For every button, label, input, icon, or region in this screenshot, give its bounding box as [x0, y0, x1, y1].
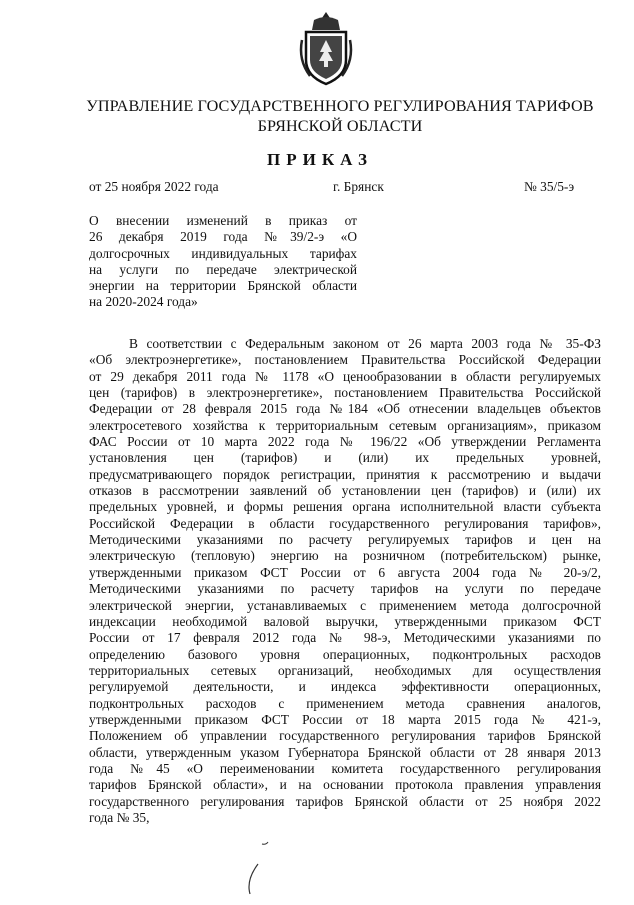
- order-number: № 35/5-э: [524, 179, 575, 194]
- body-line: индексации необходимой валовой выручки, утвержденными приказом ФСТ: [89, 613, 601, 629]
- body-line: Федерации от 28 февраля 2015 года №184 «Об отнесении владельцев объектов: [89, 401, 601, 417]
- body-line: электрической энергии, устанавливаемых с применением метода долгосрочной: [89, 597, 601, 613]
- body-line: электросетевого хозяйства к территориальным сетевым организациям», приказом: [89, 417, 601, 433]
- body-line: Российской Федерации в области государственного регулирования тарифов»,: [89, 515, 601, 531]
- signature-mark: [238, 838, 278, 898]
- subject-line: О внесении изменений в приказ от: [89, 213, 357, 228]
- body-line: Методическими указаниями по расчету регулируемых тарифов и цен на: [89, 532, 601, 548]
- subject-line: 26 декабря 2019 года №39/2-э «О: [89, 229, 357, 245]
- body-line: России от 17 февраля 2012 года № 98-э, Методическими указаниями по: [89, 630, 601, 646]
- body-line: ФАС России от 10 марта 2022 года № 196/22 «Об утверждении Регламента: [89, 434, 601, 450]
- subject-line: долгосрочных индивидуальных тарифах: [89, 245, 357, 261]
- body-line: электрическую (тепловую) энергию на розничном (потребительском) рынке,: [89, 548, 601, 564]
- subject-line: энергии на территории Брянской области: [89, 278, 357, 294]
- body-line: Методическими указаниями по расчету тарифов на услуги по передаче: [89, 581, 601, 597]
- order-city: г. Брянск: [333, 179, 384, 194]
- body-line: тарифов Брянской области», и на основании протокола правления управления: [89, 777, 601, 793]
- document-type: ПРИКАЗ: [267, 150, 373, 169]
- subject-line: на услуги по передаче электрической: [89, 261, 357, 277]
- body-line: Положением об управлении государственного регулирования тарифов Брянской: [89, 728, 601, 744]
- body-line: регулируемой деятельности, и индекса эффективности операционных,: [89, 679, 601, 695]
- org-name-line1: УПРАВЛЕНИЕ ГОСУДАРСТВЕННОГО РЕГУЛИРОВАНИЯ ТАРИФОВ: [86, 97, 594, 115]
- body-line: утвержденными приказом ФСТ России от 18 марта 2015 года № 421-э,: [89, 711, 601, 727]
- body-line: отказов в рассмотрении заявлений об установлении цен (тарифов) и (или) их: [89, 483, 601, 499]
- coat-of-arms-icon: [296, 10, 356, 88]
- body-line: года №45 «О переименовании комитета государственного регулирования: [89, 760, 601, 776]
- body-line: утвержденными приказом ФСТ России от 6 августа 2004 года № 20-э/2,: [89, 564, 601, 580]
- org-name-line2: БРЯНСКОЙ ОБЛАСТИ: [257, 117, 423, 135]
- body-line: предусматривающего порядок регистрации, принятия к рассмотрению и выдачи: [89, 466, 601, 482]
- order-date: от 25 ноября 2022 года: [89, 179, 219, 194]
- body-line: установления цен (тарифов) и (или) их предельных уровней,: [89, 450, 601, 466]
- body-line: года № 35,: [89, 809, 150, 825]
- body-line: определению базового уровня операционных, подконтрольных расходов: [89, 646, 601, 662]
- body-line: подконтрольных расходов с применением метода сравнения аналогов,: [89, 695, 601, 711]
- body-line: от 29 декабря 2011 года № 1178 «О ценообразовании в области регулируемых: [89, 368, 601, 384]
- body-line: «Об электроэнергетике», постановлением Правительства Российской Федерации: [89, 352, 601, 368]
- subject-line: на 2020-2024 года»: [89, 294, 198, 310]
- order-subject: [89, 213, 357, 311]
- body-line: цен (тарифов) в электроэнергетике», постановлением Правительства Российской: [89, 385, 601, 401]
- body-line: государственного регулирования тарифов Брянской области от 25 ноября 2022: [89, 793, 601, 809]
- body-line: области, утвержденным указом Губернатора Брянской области от 28 января 2013: [89, 744, 601, 760]
- body-line: предельных уровней, и формы решения органа исполнительной власти субъекта: [89, 499, 601, 515]
- body-line: территориальных сетевых организаций, необходимых для осуществления: [89, 662, 601, 678]
- order-body: [89, 336, 601, 826]
- body-line: В соответствии с Федеральным законом от 26 марта 2003 года № 35-ФЗ: [129, 336, 601, 351]
